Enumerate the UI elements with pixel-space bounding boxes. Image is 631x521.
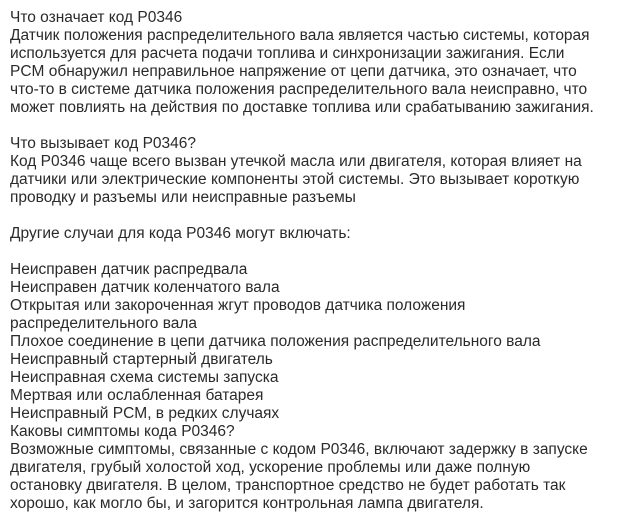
- paragraph-line: используется для расчета подачи топлива и синхронизации зажигания. Если: [10, 45, 565, 62]
- paragraph-line: остановку двигателя. В целом, транспортное средство не будет работать так: [10, 477, 566, 494]
- paragraph-line: что-то в системе датчика положения распределительного вала неисправно, что: [10, 81, 588, 98]
- spacer: [10, 117, 630, 135]
- cause-item: Неисправный стартерный двигатель: [10, 351, 273, 368]
- paragraph-line: двигателя, грубый холостой ход, ускорение проблемы или даже полную: [10, 459, 531, 476]
- spacer: [10, 243, 630, 261]
- heading-what-means: Что означает код P0346: [10, 9, 183, 26]
- paragraph-line: Датчик положения распределительного вала является частью системы, которая: [10, 27, 590, 44]
- cause-item: Открытая или закороченная жгут проводов датчика положения: [10, 297, 466, 314]
- cause-item: Неисправен датчик распредвала: [10, 261, 248, 278]
- cause-item: Неисправен датчик коленчатого вала: [10, 279, 280, 296]
- paragraph-line: PCM обнаружил неправильное напряжение от цепи датчика, это означает, что: [10, 63, 577, 80]
- paragraph-line: Код P0346 чаще всего вызван утечкой масла или двигателя, которая влияет на: [10, 153, 582, 170]
- cause-item: распределительного вала: [10, 315, 198, 332]
- heading-symptoms: Каковы симптомы кода P0346?: [10, 423, 235, 440]
- article-body: [10, 9, 630, 513]
- paragraph-line: проводку и разъемы или неисправные разъемы: [10, 189, 356, 206]
- paragraph-line: датчики или электрические компоненты этой системы. Это вызывает короткую: [10, 171, 580, 188]
- spacer: [10, 207, 630, 225]
- heading-what-causes: Что вызывает код P0346?: [10, 135, 197, 152]
- cause-item: Неисправный PCM, в редких случаях: [10, 405, 280, 422]
- cause-item: Неисправная схема системы запуска: [10, 369, 279, 386]
- cause-item: Мертвая или ослабленная батарея: [10, 387, 264, 404]
- causes-intro: Другие случаи для кода P0346 могут включать:: [10, 225, 351, 242]
- paragraph-line: может повлиять на действия по доставке топлива или срабатыванию зажигания.: [10, 99, 594, 116]
- cause-item: Плохое соединение в цепи датчика положения распределительного вала: [10, 333, 541, 350]
- paragraph-line: Возможные симптомы, связанные с кодом P0346, включают задержку в запуске: [10, 441, 588, 458]
- paragraph-line: хорошо, как могло бы, и загорится контрольная лампа двигателя.: [10, 495, 484, 512]
